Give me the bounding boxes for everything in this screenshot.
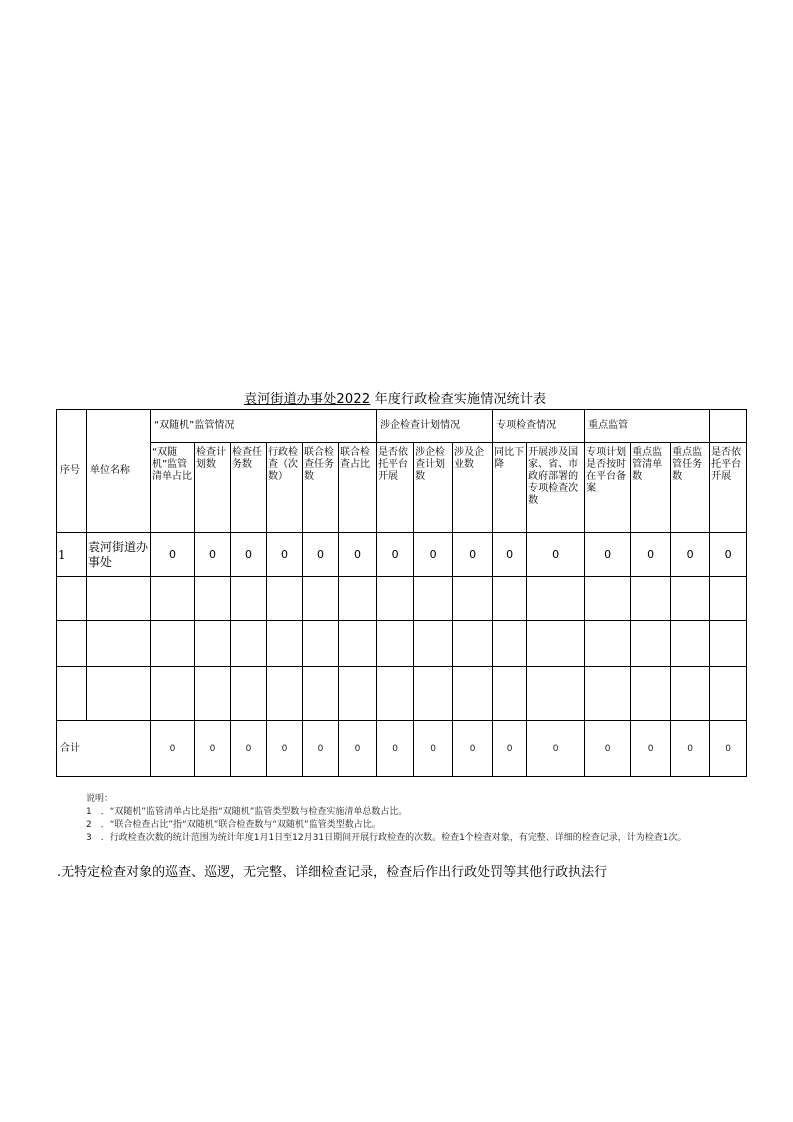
header-c5: 联合检查任务数: [303, 443, 339, 533]
blank-header: [710, 410, 747, 443]
total-value: 0: [585, 721, 631, 777]
row-value: 0: [585, 533, 631, 577]
total-value: 0: [339, 721, 377, 777]
header-c2: 检查计划数: [195, 443, 231, 533]
total-value: 0: [414, 721, 453, 777]
notes: [60, 793, 750, 845]
header-c13: 重点监管清单数: [631, 443, 671, 533]
row-value: 0: [710, 533, 747, 577]
total-value: 0: [453, 721, 493, 777]
empty-row: [57, 621, 747, 667]
note-2: 2 ．“联合检查占比”指“双随机”联合检查数与“双随机”监管类型数占比。: [86, 820, 381, 830]
total-value: 0: [231, 721, 267, 777]
header-c12: 专项计划是否按时在平台备案: [585, 443, 631, 533]
row-value: 0: [195, 533, 231, 577]
header-c1: “双随机”监管清单占比: [151, 443, 195, 533]
group-enterprise: 涉企检查计划情况: [377, 410, 493, 443]
header-c11: 开展涉及国家、省、市政府部署的专项检查次数: [527, 443, 585, 533]
header-c3: 检查任务数: [231, 443, 267, 533]
total-value: 0: [671, 721, 710, 777]
header-c10: 同比下降: [493, 443, 527, 533]
tail-text: .无特定检查对象的巡查、巡逻，无完整、详细检查记录，检查后作出行政处罚等其他行政执法行: [57, 865, 608, 880]
total-value: 0: [377, 721, 414, 777]
group-special: 专项检查情况: [493, 410, 585, 443]
empty-row: [57, 667, 747, 721]
total-value: 0: [631, 721, 671, 777]
total-value: 0: [493, 721, 527, 777]
header-c9: 涉及企业数: [453, 443, 493, 533]
title-rest: 年度行政检查实施情况统计表: [374, 392, 547, 407]
row-value: 0: [151, 533, 195, 577]
header-c6: 联合检查占比: [339, 443, 377, 533]
note-3: 3 ．行政检查次数的统计范围为统计年度1月1日至12月31日期间开展行政检查的次数。检查1个检查对象，有完整、详细的检查记录，计为检查1次。: [86, 833, 687, 843]
row-value: 0: [267, 533, 303, 577]
row-unit-name: 袁河街道办事处: [87, 533, 151, 577]
row-value: 0: [671, 533, 710, 577]
note-1: 1 ．“双随机”监管清单占比是指“双随机”监管类型数与检查实施清单总数占比。: [86, 807, 408, 817]
unit-name-header: 单位名称: [87, 410, 151, 533]
total-value: 0: [267, 721, 303, 777]
row-value: 0: [231, 533, 267, 577]
statistics-table: [56, 409, 747, 777]
row-value: 0: [453, 533, 493, 577]
row-seq: 1: [57, 533, 87, 577]
header-c8: 涉企检查计划数: [414, 443, 453, 533]
total-value: 0: [527, 721, 585, 777]
total-row: [57, 721, 747, 777]
row-value: 0: [631, 533, 671, 577]
table-row: [57, 533, 747, 577]
seq-header: 序号: [57, 410, 87, 533]
notes-title: 说明：: [86, 794, 114, 804]
header-c7: 是否依托平台开展: [377, 443, 414, 533]
total-value: 0: [710, 721, 747, 777]
group-double-random: “双随机”监管情况: [151, 410, 377, 443]
total-value: 0: [195, 721, 231, 777]
row-value: 0: [339, 533, 377, 577]
title-unit: 袁河街道办事处2022: [244, 392, 371, 407]
total-value: 0: [151, 721, 195, 777]
header-c14: 重点监管任务数: [671, 443, 710, 533]
header-c4: 行政检查（次数）: [267, 443, 303, 533]
row-value: 0: [377, 533, 414, 577]
total-value: 0: [303, 721, 339, 777]
total-label: 合计: [57, 721, 151, 777]
empty-row: [57, 577, 747, 621]
group-key: 重点监管: [585, 410, 710, 443]
row-value: 0: [527, 533, 585, 577]
row-value: 0: [414, 533, 453, 577]
page-title: [244, 388, 546, 407]
row-value: 0: [493, 533, 527, 577]
header-c15: 是否依托平台开展: [710, 443, 747, 533]
row-value: 0: [303, 533, 339, 577]
